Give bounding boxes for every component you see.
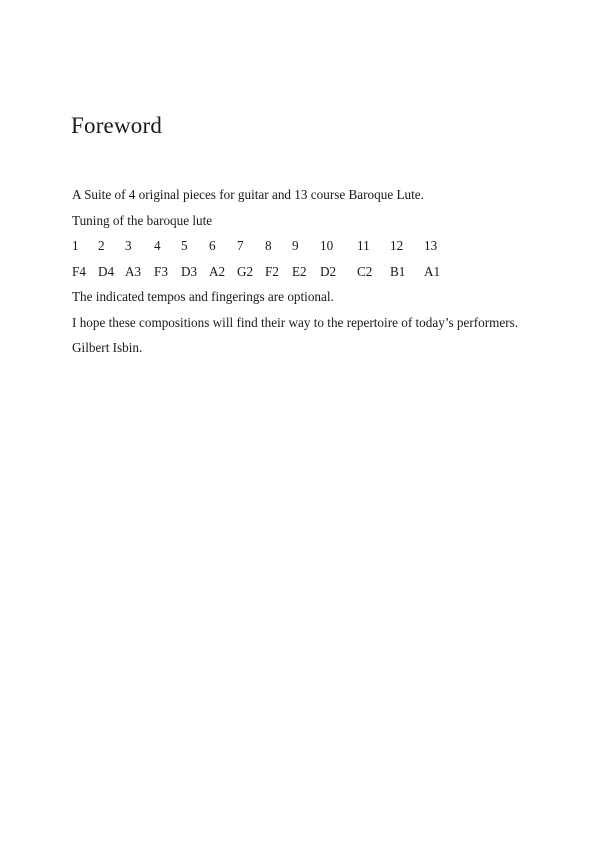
course-number: 12 bbox=[390, 238, 404, 253]
tuning-heading: Tuning of the baroque lute bbox=[72, 212, 213, 228]
page-title: Foreword bbox=[71, 113, 163, 138]
course-note: A3 bbox=[125, 263, 142, 279]
course-number: 6 bbox=[209, 238, 216, 253]
course-note: D4 bbox=[98, 263, 115, 279]
course-note: F4 bbox=[72, 263, 86, 279]
course-number: 2 bbox=[98, 238, 105, 253]
course-note: A1 bbox=[424, 263, 441, 279]
course-number: 4 bbox=[154, 238, 161, 253]
course-note: B1 bbox=[390, 263, 406, 279]
hope-paragraph: I hope these compositions will find their way to the repertoire of today’s performers. bbox=[72, 314, 519, 330]
course-number: 1 bbox=[72, 238, 79, 253]
course-numbers-row bbox=[72, 238, 532, 254]
course-number: 8 bbox=[265, 238, 272, 253]
course-number: 13 bbox=[424, 238, 438, 253]
intro-paragraph: A Suite of 4 original pieces for guitar and 13 course Baroque Lute. bbox=[72, 187, 424, 202]
course-notes-row bbox=[72, 264, 532, 280]
course-note: F2 bbox=[265, 263, 279, 279]
course-number: 7 bbox=[237, 238, 244, 253]
course-note: E2 bbox=[292, 263, 307, 279]
course-number: 5 bbox=[181, 238, 188, 253]
course-note: D2 bbox=[320, 263, 337, 279]
course-number: 3 bbox=[125, 238, 132, 253]
course-number: 9 bbox=[292, 238, 299, 253]
course-note: F3 bbox=[154, 263, 168, 279]
signature: Gilbert Isbin. bbox=[72, 340, 143, 355]
course-note: A2 bbox=[209, 263, 226, 279]
course-number: 11 bbox=[357, 238, 370, 253]
course-note: C2 bbox=[357, 263, 373, 279]
course-number: 10 bbox=[320, 238, 334, 253]
optional-note: The indicated tempos and fingerings are optional. bbox=[72, 289, 334, 304]
foreword-body bbox=[72, 187, 532, 366]
course-note: G2 bbox=[237, 263, 254, 279]
course-note: D3 bbox=[181, 263, 198, 279]
